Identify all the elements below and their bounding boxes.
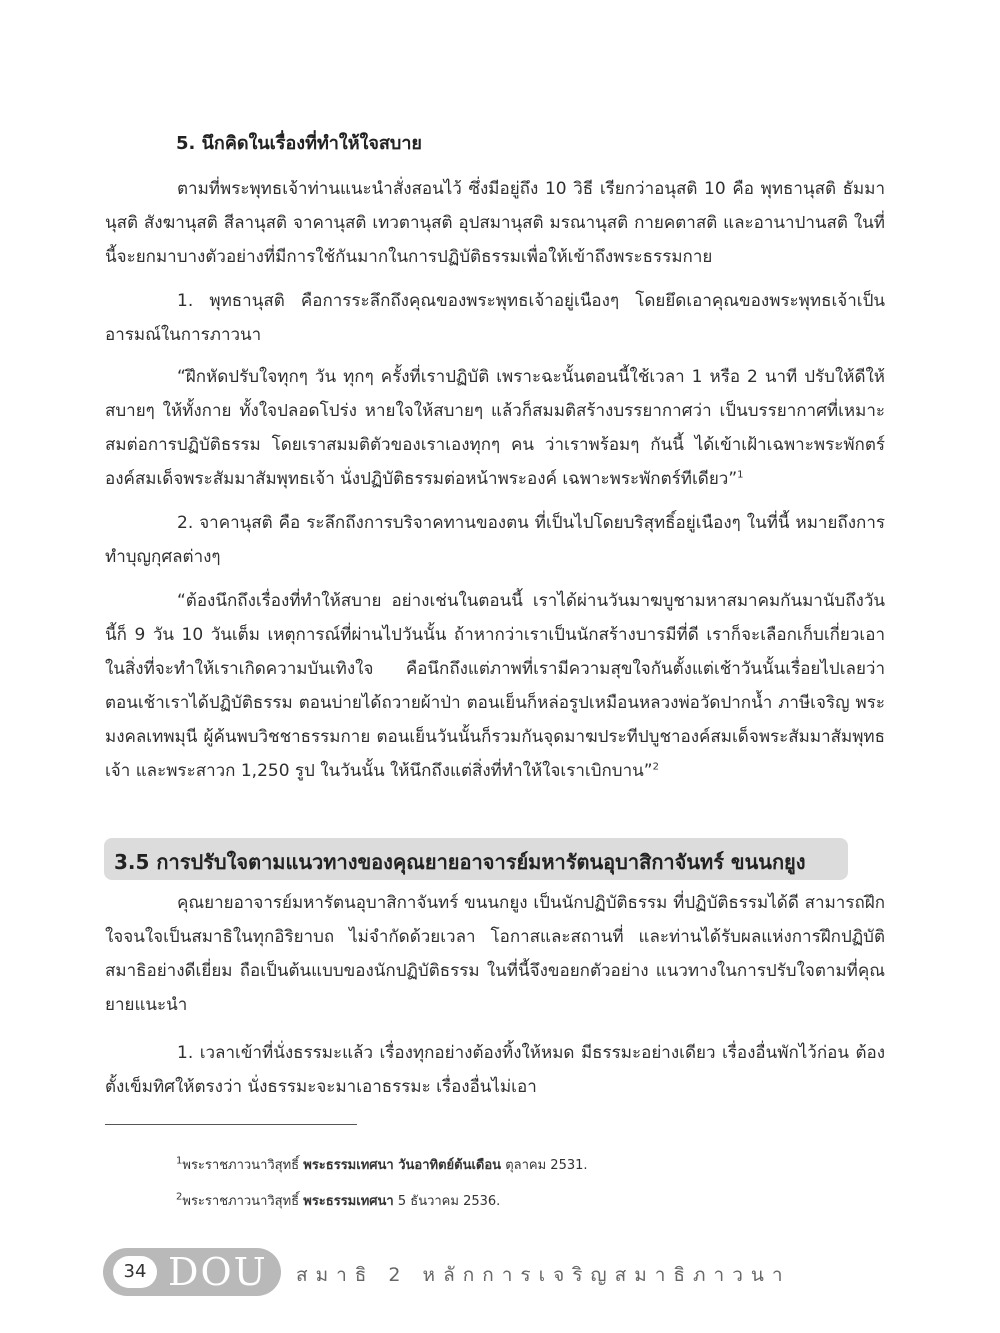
paragraph-buddhanussati: 1. พุทธานุสติ คือการระลึกถึงคุณของพระพุทธเจ้าอยู่เนืองๆ โดยยึดเอาคุณของพระพุทธเจ้าเป็นอารมณ์ในการภาวนา: [105, 291, 885, 345]
section-heading-3-5: 3.5 การปรับใจตามแนวทางของคุณยายอาจารย์มหารัตนอุบาสิกาจันทร์ ขนนกยูง: [114, 850, 806, 874]
footnote-ref-2: 2: [652, 761, 659, 773]
footnote-2: $^2$พระราชภาวนาวิสุทธิ์ พระธรรมเทศนา 5 ธันวาคม 2536.: [176, 1191, 501, 1209]
page-number: 34: [113, 1256, 157, 1288]
footnote-divider: [105, 1124, 357, 1125]
paragraph-jaganussati: 2. จาคานุสติ คือ ระลึกถึงการบริจาคทานของตน ที่เป็นไปโดยบริสุทธิ์อยู่เนืองๆ ในที่นี้ หมายถึงการทำบุญกุศลต่างๆ: [105, 513, 885, 567]
paragraph-item-1: 1. เวลาเข้าที่นั่งธรรมะแล้ว เรื่องทุกอย่างต้องทิ้งให้หมด มีธรรมะอย่างเดียว เรื่องอื่นพักไว้ก่อน ต้องตั้งเข็มทิศให้ตรงว่า นั่งธรรมะจะมาเอาธรรมะ เรื่องอื่นไม่เอา: [105, 1043, 885, 1097]
quote-2: “ต้องนึกถึงเรื่องที่ทำให้สบาย อย่างเช่นในตอนนี้ เราได้ผ่านวันมาฆบูชามหาสมาคมกันมานับถึงวันนี้ก็ 9 วัน 10 วันเต็ม เหตุการณ์ที่ผ่านไปวันนั้น ถ้าหากว่าเราเป็นนักสร้างบารมีที่ดี เราก็จะเลือกเก็บเกี่ยวเอาในสิ่งที่จะทำให้เราเกิดความบันเทิงใจ คือนึกถึงแต่ภาพที่เรามีความสุขใจกันตั้งแต่เช้าวันนั้นเรื่อยไปเลยว่า ตอนเช้าเราได้ปฏิบัติธรรม ตอนบ่ายได้ถวายผ้าป่า ตอนเย็นก็หล่อรูปเหมือนหลวงพ่อวัดปากน้ำ ภาษีเจริญ พระมงคลเทพมุนี ผู้ค้นพบวิชชาธรรมกาย ตอนเย็นวันนั้นก็รวมกันจุดมาฆประทีปบูชาองค์สมเด็จพระสัมมาสัมพุทธเจ้า และพระสาวก 1,250 รูป ในวันนั้น ให้นึกถึงแต่สิ่งที่ทำให้ใจเราเบิกบาน”$^2$: [105, 591, 885, 781]
running-title: สมาธิ 2 หลักการเจริญสมาธิภาวนา: [296, 1264, 791, 1286]
dou-logo: DOU: [168, 1250, 268, 1294]
footnote-1: $^1$พระราชภาวนาวิสุทธิ์ พระธรรมเทศนา วันอาทิตย์ต้นเดือน ตุลาคม 2531.: [176, 1155, 588, 1173]
subheading-5: 5. นึกคิดในเรื่องที่ทำให้ใจสบาย: [176, 133, 422, 154]
footnote-ref-1: 1: [737, 469, 744, 481]
paragraph-anussati: ตามที่พระพุทธเจ้าท่านแนะนำสั่งสอนไว้ ซึ่งมีอยู่ถึง 10 วิธี เรียกว่าอนุสติ 10 คือ พุทธานุสติ ธัมมานุสติ สังฆานุสติ สีลานุสติ จาคานุสติ เทวตานุสติ อุปสมานุสติ มรณานุสติ กายคตาสติ และอานาปานสติ ในที่นี้จะยกมาบางตัวอย่างที่มีการใช้กันมากในการปฏิบัติธรรมเพื่อให้เข้าถึงพระธรรมกาย: [105, 179, 885, 267]
quote-1: “ฝึกหัดปรับใจทุกๆ วัน ทุกๆ ครั้งที่เราปฏิบัติ เพราะฉะนั้นตอนนี้ใช้เวลา 1 หรือ 2 นาที ปรับให้ดีให้สบายๆ ให้ทั้งกาย ทั้งใจปลอดโปร่ง หายใจให้สบายๆ แล้วก็สมมติสร้างบรรยากาศว่า เป็นบรรยากาศที่เหมาะสมต่อการปฏิบัติธรรม โดยเราสมมติตัวของเราเองทุกๆ คน ว่าเราพร้อมๆ กันนี้ ได้เข้าเฝ้าเฉพาะพระพักตร์องค์สมเด็จพระสัมมาสัมพุทธเจ้า นั่งปฏิบัติธรรมต่อหน้าพระองค์ เฉพาะพระพักตร์ทีเดียว”$^1$: [105, 367, 885, 489]
paragraph-khun-yai: คุณยายอาจารย์มหารัตนอุบาสิกาจันทร์ ขนนกยูง เป็นนักปฏิบัติธรรม ที่ปฏิบัติธรรมได้ดี สามารถฝึกใจจนใจเป็นสมาธิในทุกอิริยาบถ ไม่จำกัดด้วยเวลา โอกาสและสถานที่ และท่านได้รับผลแห่งการฝึกปฏิบัติสมาธิอย่างดีเยี่ยม ถือเป็นต้นแบบของนักปฏิบัติธรรม ในที่นี้จึงขอยกตัวอย่าง แนวทางในการปรับใจตามที่คุณยายแนะนำ: [105, 893, 885, 1015]
